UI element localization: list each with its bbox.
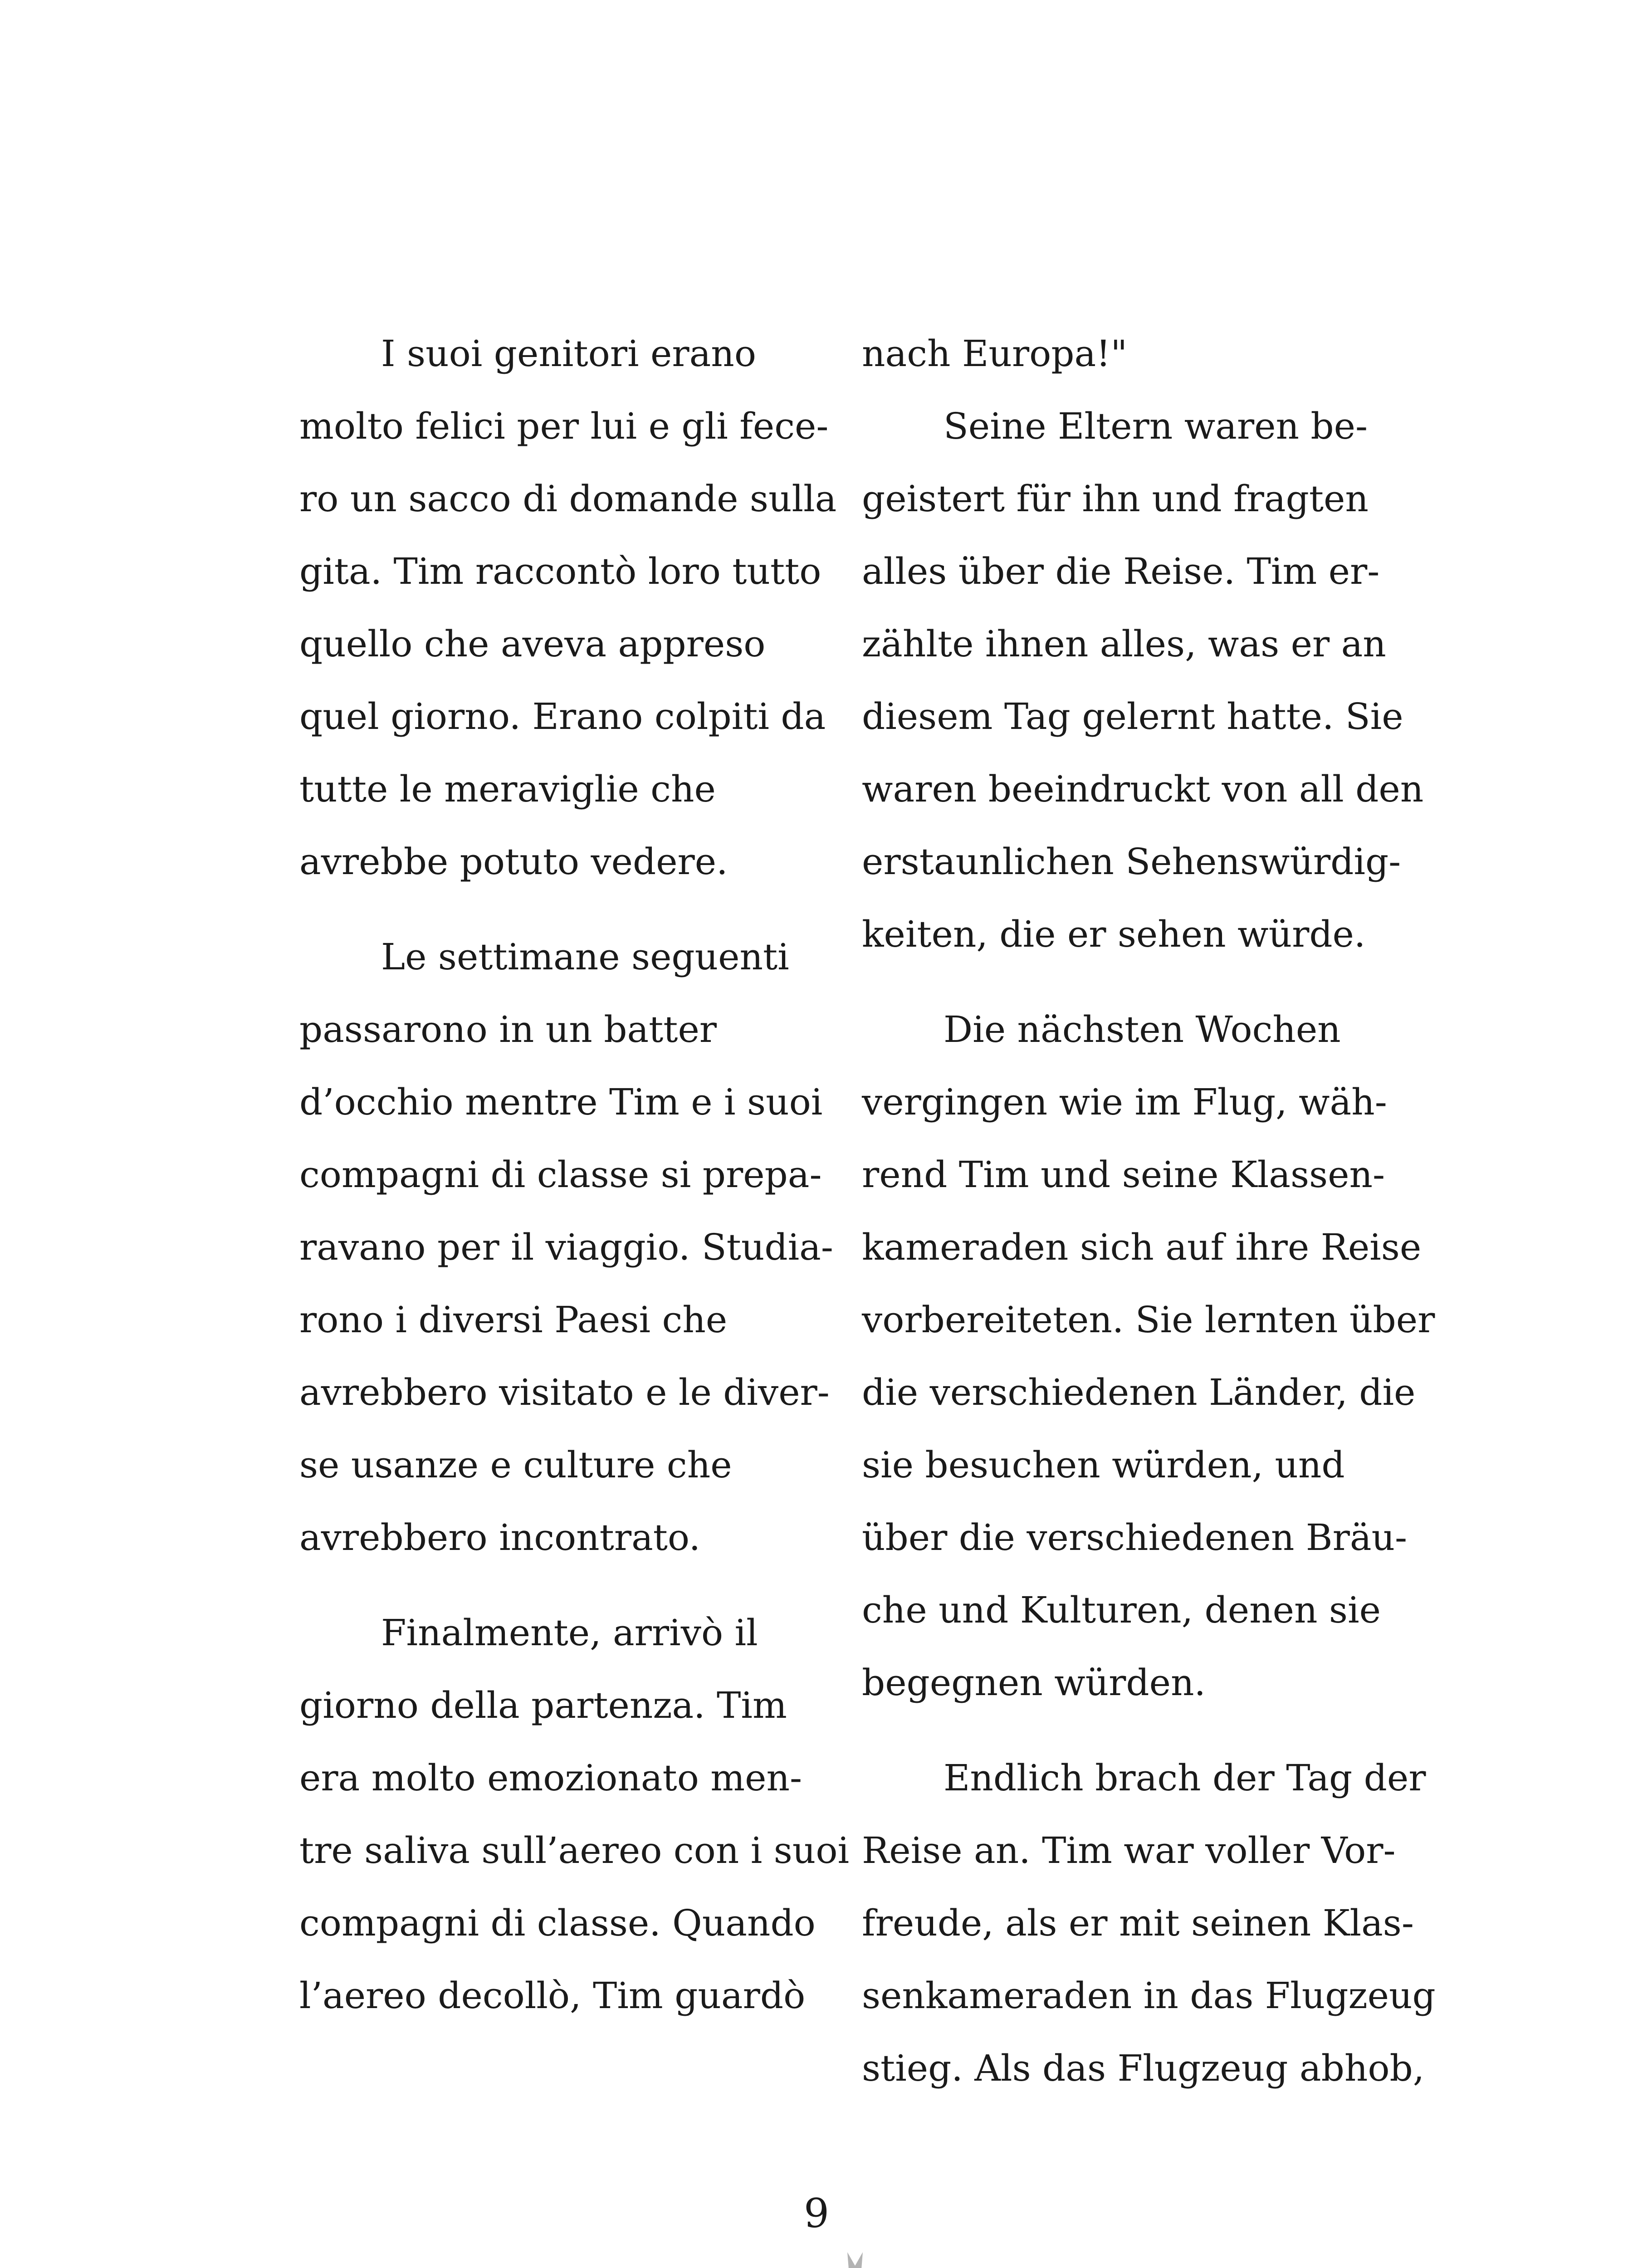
text-line: alles über die Reise. Tim er- [862,550,1380,592]
text-line: kameraden sich auf ihre Reise [862,1226,1422,1268]
text-line: se usanze e culture che [299,1444,732,1486]
text-line: Finalmente, arrivò il [381,1612,758,1654]
paragraph-gap [862,975,1442,998]
text-line: stieg. Als das Flugzeug abhob, [862,2047,1425,2089]
text-line: molto felici per lui e gli fece- [299,405,829,447]
text-line: gita. Tim raccontò loro tutto [299,550,821,592]
text-line: Die nächsten Wochen [944,1008,1341,1051]
paragraph-gap [299,903,821,925]
text-line: Seine Eltern waren be- [944,405,1368,447]
text-line: Endlich brach der Tag der [944,1757,1426,1799]
text-line: avrebbe potuto vedere. [299,841,728,883]
text-line: geistert für ihn und fragten [862,478,1369,520]
text-line: quello che aveva appreso [299,623,766,665]
paragraph-gap [862,1724,1442,1746]
text-line: d’occhio mentre Tim e i suoi [299,1081,823,1123]
text-line: Reise an. Tim war voller Vor- [862,1829,1396,1872]
text-line: I suoi genitori erano [381,332,756,375]
text-line: ravano per il viaggio. Studia- [299,1226,833,1268]
text-line: che und Kulturen, denen sie [862,1589,1381,1631]
text-line: die verschiedenen Länder, die [862,1371,1416,1413]
text-line: nach Europa!" [862,332,1128,375]
text-line: tutte le meraviglie che [299,768,716,810]
text-line: compagni di classe. Quando [299,1902,816,1944]
text-line: über die verschiedenen Bräu- [862,1516,1408,1559]
text-line: rono i diversi Paesi che [299,1299,728,1341]
left-column-italian [299,322,850,2037]
text-line: erstaunlichen Sehenswürdig- [862,841,1401,883]
text-line: passarono in un batter [299,1008,717,1051]
page-number: 9 [804,2190,829,2237]
text-line: vorbereiteten. Sie lernten über [862,1299,1435,1341]
text-line: quel giorno. Erano colpiti da [299,695,826,738]
text-line: ro un sacco di domande sulla [299,478,837,520]
text-line: sie besuchen würden, und [862,1444,1345,1486]
right-column-german [862,322,1442,2109]
text-line: zählte ihnen alles, was er an [862,623,1386,665]
text-line: vergingen wie im Flug, wäh- [862,1081,1387,1123]
bat-icon [767,2248,944,2268]
text-line: begegnen würden. [862,1662,1206,1704]
text-line: Le settimane seguenti [381,936,789,978]
paragraph-gap [299,1579,821,1601]
text-line: rend Tim und seine Klassen- [862,1154,1385,1196]
text-line: tre saliva sull’aereo con i suoi [299,1829,850,1872]
text-line: keiten, die er sehen würde. [862,913,1366,955]
text-line: giorno della partenza. Tim [299,1684,787,1726]
text-line: l’aereo decollò, Tim guardò [299,1975,806,2017]
text-line: waren beeindruckt von all den [862,768,1424,810]
text-line: freude, als er mit seinen Klas- [862,1902,1414,1944]
text-line: era molto emozionato men- [299,1757,802,1799]
text-line: avrebbero incontrato. [299,1516,701,1559]
text-line: senkameraden in das Flugzeug [862,1975,1436,2017]
text-line: compagni di classe si prepa- [299,1154,822,1196]
text-line: avrebbero visitato e le diver- [299,1371,830,1413]
text-line: diesem Tag gelernt hatte. Sie [862,695,1403,738]
